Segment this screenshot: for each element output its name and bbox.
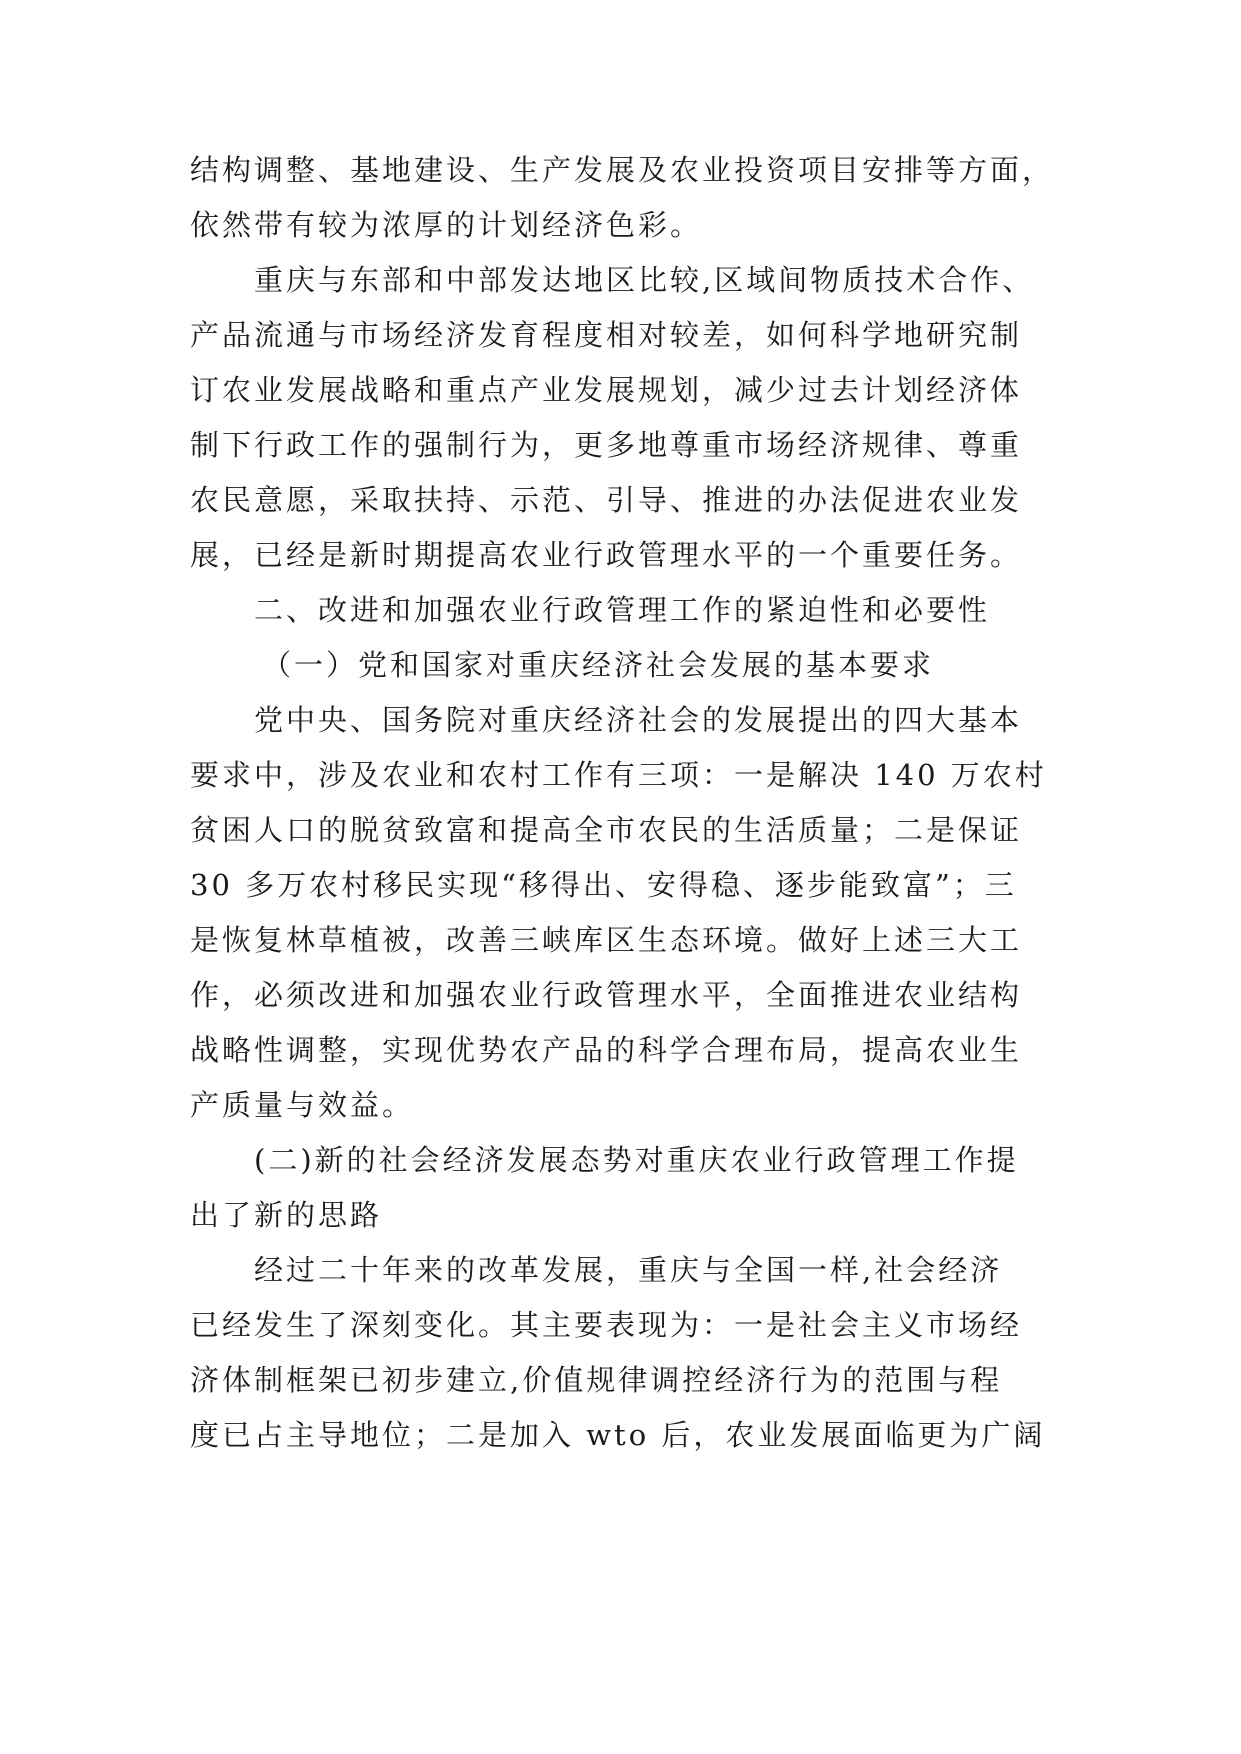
text-line: 度已占主导地位；二是加入 wto 后，农业发展面临更为广阔 xyxy=(190,1418,1046,1452)
text-line: 30 多万农村移民实现“移得出、安得稳、逐步能致富”；三 xyxy=(190,868,1017,902)
section-heading: 二、改进和加强农业行政管理工作的紧迫性和必要性 xyxy=(254,593,991,627)
text-line: 产品流通与市场经济发育程度相对较差，如何科学地研究制 xyxy=(190,318,1023,352)
subsection-heading: (二)新的社会经济发展态势对重庆农业行政管理工作提 xyxy=(254,1143,1019,1177)
text-line: 制下行政工作的强制行为，更多地尊重市场经济规律、尊重 xyxy=(190,428,1023,462)
subsection-heading-continued: 出了新的思路 xyxy=(190,1198,383,1232)
paragraph-start-line: 重庆与东部和中部发达地区比较,区域间物质技术合作、 xyxy=(254,263,1035,297)
text-line: 结构调整、基地建设、生产发展及农业投资项目安排等方面， xyxy=(190,153,1055,187)
text-line: 产质量与效益。 xyxy=(190,1088,415,1122)
text-line: 农民意愿，采取扶持、示范、引导、推进的办法促进农业发 xyxy=(190,483,1023,517)
text-line: 要求中，涉及农业和农村工作有三项：一是解决 140 万农村 xyxy=(190,758,1047,792)
text-line: 贫困人口的脱贫致富和提高全市农民的生活质量；二是保证 xyxy=(190,813,1023,847)
text-line: 订农业发展战略和重点产业发展规划，减少过去计划经济体 xyxy=(190,373,1023,407)
paragraph-start-line: 经过二十年来的改革发展，重庆与全国一样,社会经济 xyxy=(254,1253,1003,1287)
text-line: 依然带有较为浓厚的计划经济色彩。 xyxy=(190,208,703,242)
text-line: 已经发生了深刻变化。其主要表现为：一是社会主义市场经 xyxy=(190,1308,1023,1342)
text-line: 战略性调整，实现优势农产品的科学合理布局，提高农业生 xyxy=(190,1033,1023,1067)
paragraph-start-line: 党中央、国务院对重庆经济社会的发展提出的四大基本 xyxy=(254,703,1023,737)
text-line: 是恢复林草植被，改善三峡库区生态环境。做好上述三大工 xyxy=(190,923,1023,957)
text-line: 作，必须改进和加强农业行政管理水平，全面推进农业结构 xyxy=(190,978,1023,1012)
text-line: 济体制框架已初步建立,价值规律调控经济行为的范围与程 xyxy=(190,1363,1003,1397)
text-line: 展，已经是新时期提高农业行政管理水平的一个重要任务。 xyxy=(190,538,1023,572)
subsection-heading: （一）党和国家对重庆经济社会发展的基本要求 xyxy=(262,648,935,682)
